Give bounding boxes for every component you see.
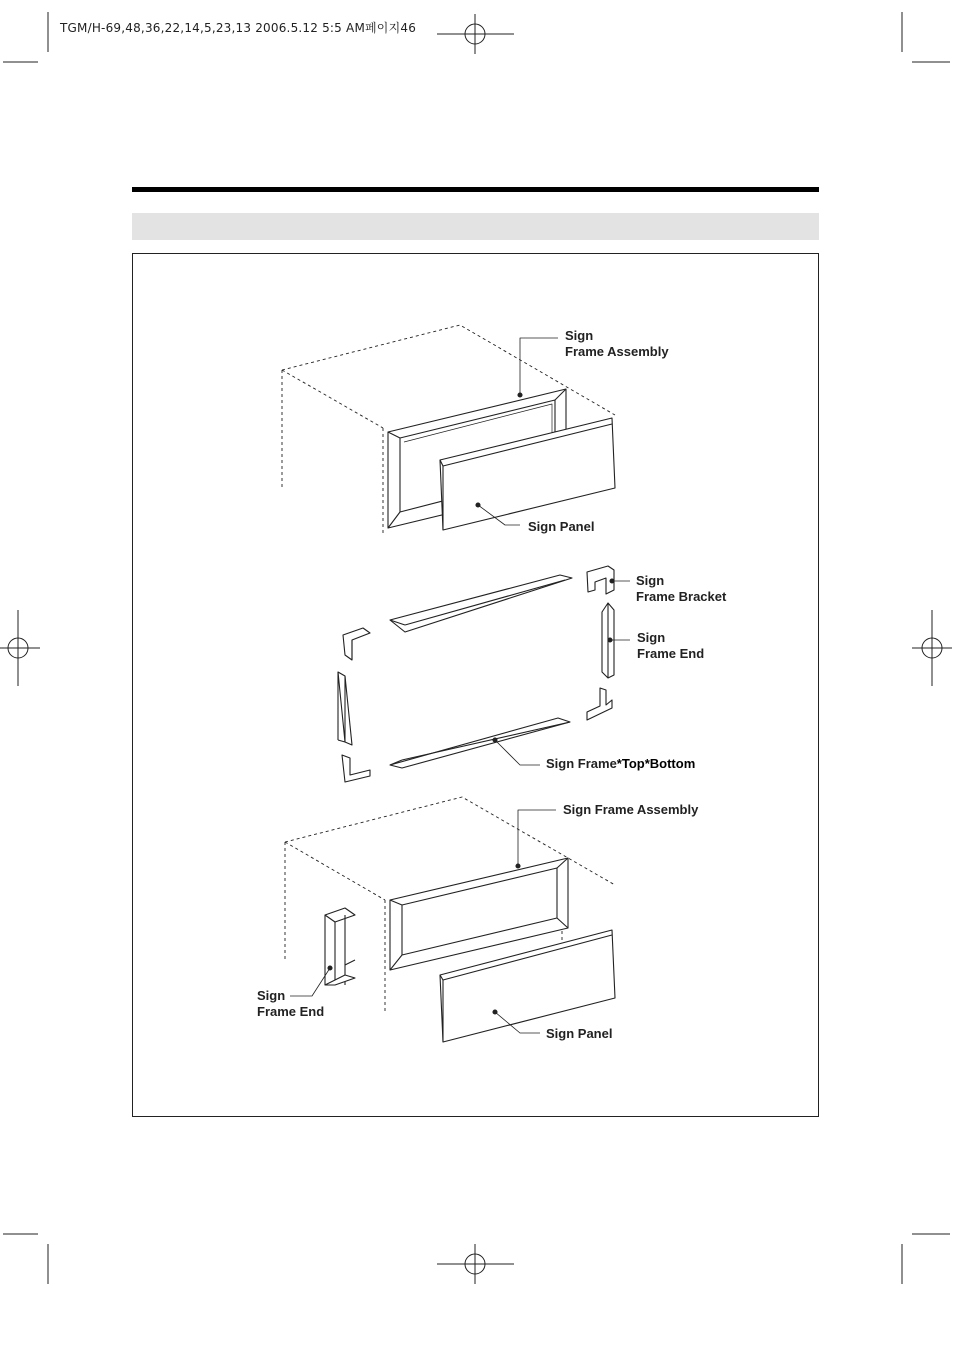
label-line: Sign xyxy=(637,630,666,645)
label-bottom-frame-end xyxy=(257,988,324,1020)
callout-dot xyxy=(608,638,612,642)
label-line: Frame Bracket xyxy=(636,589,727,604)
label-bottom-frame-assembly: Sign Frame Assembly xyxy=(563,802,699,817)
label-line: Sign xyxy=(636,573,665,588)
label-line: Frame Assembly xyxy=(565,344,669,359)
label-frame-end xyxy=(637,630,704,662)
frame-bracket-bottom-right xyxy=(587,688,612,720)
label-top-bottom-suffix: *Top*Bottom xyxy=(616,756,696,771)
callout-dot xyxy=(493,1010,497,1014)
label-line: Frame End xyxy=(257,1004,325,1019)
frame-bracket-bottom-left xyxy=(342,755,370,782)
label-sign-frame xyxy=(546,756,695,772)
frame-end-bottom-assembly xyxy=(325,908,355,985)
callout-dot xyxy=(518,393,522,397)
callout-dot xyxy=(493,738,497,742)
callout-dot xyxy=(516,864,520,868)
callout-dot xyxy=(328,966,332,970)
callout-dot xyxy=(610,579,614,583)
label-top-sign-panel: Sign Panel xyxy=(528,519,595,534)
sign-frame-bottom-piece xyxy=(390,718,570,768)
sign-frame-top-piece xyxy=(390,575,572,632)
label-top-frame-assembly xyxy=(565,328,669,360)
label-frame-bracket xyxy=(636,573,726,605)
label-line: Frame End xyxy=(637,646,705,661)
frame-bracket-top-left xyxy=(343,628,370,660)
frame-end-left xyxy=(338,672,352,745)
callout-dot xyxy=(476,503,480,507)
print-header: TGM/H-69,48,36,22,14,5,23,13 2006.5.12 5:5 AM페이지46 xyxy=(60,21,417,35)
label-line: Sign xyxy=(565,328,594,343)
label-line: Sign xyxy=(257,988,286,1003)
label-bottom-sign-panel: Sign Panel xyxy=(546,1026,613,1041)
label-sign-frame-text: Sign Frame xyxy=(546,756,617,771)
